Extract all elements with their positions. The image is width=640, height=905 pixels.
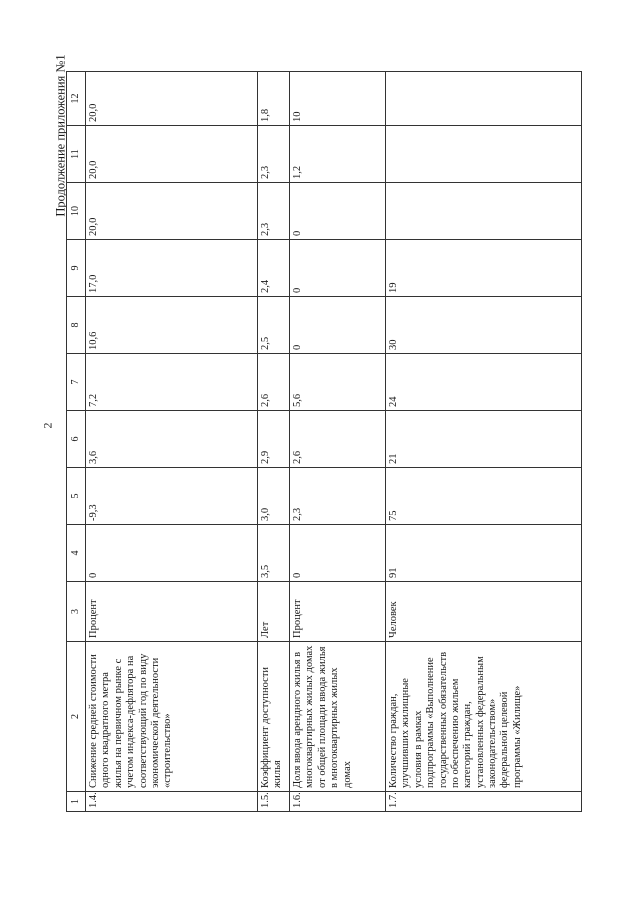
value-cell: 1,2 <box>290 126 386 183</box>
page-number: 2 <box>40 422 55 429</box>
col-header-5: 5 <box>67 468 86 525</box>
value-cell: 2,9 <box>258 411 290 468</box>
table-row <box>258 72 290 812</box>
value-cell: 20,0 <box>86 72 258 126</box>
value-cell: 0 <box>290 183 386 240</box>
value-cell: 24 <box>386 354 582 411</box>
row-id: 1.6. <box>290 792 386 812</box>
value-cell: 2,6 <box>258 354 290 411</box>
header-row <box>67 72 86 812</box>
row-unit: Лет <box>258 582 290 642</box>
col-header-10: 10 <box>67 183 86 240</box>
value-cell: 17,0 <box>86 240 258 297</box>
value-cell: 2,4 <box>258 240 290 297</box>
col-header-1: 1 <box>67 792 86 812</box>
col-header-2: 2 <box>67 642 86 792</box>
row-name: Доля ввода арендного жилья в многоквартирных жилых домах от общей площади ввода жилья в многоквартирных жилых домах <box>290 642 386 792</box>
row-unit: Человек <box>386 582 582 642</box>
value-cell: 2,3 <box>258 183 290 240</box>
value-cell: 19 <box>386 240 582 297</box>
value-cell: 20,0 <box>86 126 258 183</box>
value-cell: 10 <box>290 72 386 126</box>
col-header-3: 3 <box>67 582 86 642</box>
value-cell: 0 <box>290 240 386 297</box>
value-cell: 7,2 <box>86 354 258 411</box>
appendix-heading: Продолжение приложения №1 <box>53 54 68 217</box>
value-cell: 75 <box>386 468 582 525</box>
value-cell <box>386 72 582 126</box>
table-row <box>86 72 258 812</box>
row-id: 1.5. <box>258 792 290 812</box>
row-name: Количество граждан, улучшивших жилищные условия в рамках подпрограммы «Выполнение государственных обязательств по обеспечению жильем категорий граждан, установленных федеральным законодательством» федеральной целевой программы «Жилище» <box>386 642 582 792</box>
value-cell <box>386 126 582 183</box>
table-wrap <box>66 72 578 812</box>
value-cell: 5,6 <box>290 354 386 411</box>
value-cell: -9,3 <box>86 468 258 525</box>
row-name: Снижение средней стоимости одного квадратного метра жилья на первичном рынке с учетом индекса-дефлятора на соответствующий год по виду экономической деятельности «строительство» <box>86 642 258 792</box>
col-header-7: 7 <box>67 354 86 411</box>
col-header-4: 4 <box>67 525 86 582</box>
row-id: 1.7. <box>386 792 582 812</box>
col-header-12: 12 <box>67 72 86 126</box>
value-cell: 2,3 <box>290 468 386 525</box>
table-row <box>386 72 582 812</box>
value-cell: 3,6 <box>86 411 258 468</box>
value-cell: 3,5 <box>258 525 290 582</box>
value-cell <box>386 183 582 240</box>
value-cell: 0 <box>86 525 258 582</box>
value-cell: 0 <box>290 525 386 582</box>
row-id: 1.4. <box>86 792 258 812</box>
value-cell: 10,6 <box>86 297 258 354</box>
value-cell: 30 <box>386 297 582 354</box>
value-cell: 21 <box>386 411 582 468</box>
table-row <box>290 72 386 812</box>
value-cell: 1,8 <box>258 72 290 126</box>
value-cell: 2,6 <box>290 411 386 468</box>
value-cell: 0 <box>290 297 386 354</box>
value-cell: 20,0 <box>86 183 258 240</box>
col-header-6: 6 <box>67 411 86 468</box>
value-cell: 2,5 <box>258 297 290 354</box>
row-unit: Процент <box>290 582 386 642</box>
col-header-11: 11 <box>67 126 86 183</box>
value-cell: 2,3 <box>258 126 290 183</box>
value-cell: 3,0 <box>258 468 290 525</box>
col-header-9: 9 <box>67 240 86 297</box>
row-name: Коэффициент доступности жилья <box>258 642 290 792</box>
row-unit: Процент <box>86 582 258 642</box>
value-cell: 91 <box>386 525 582 582</box>
indicators-table <box>66 71 582 812</box>
col-header-8: 8 <box>67 297 86 354</box>
